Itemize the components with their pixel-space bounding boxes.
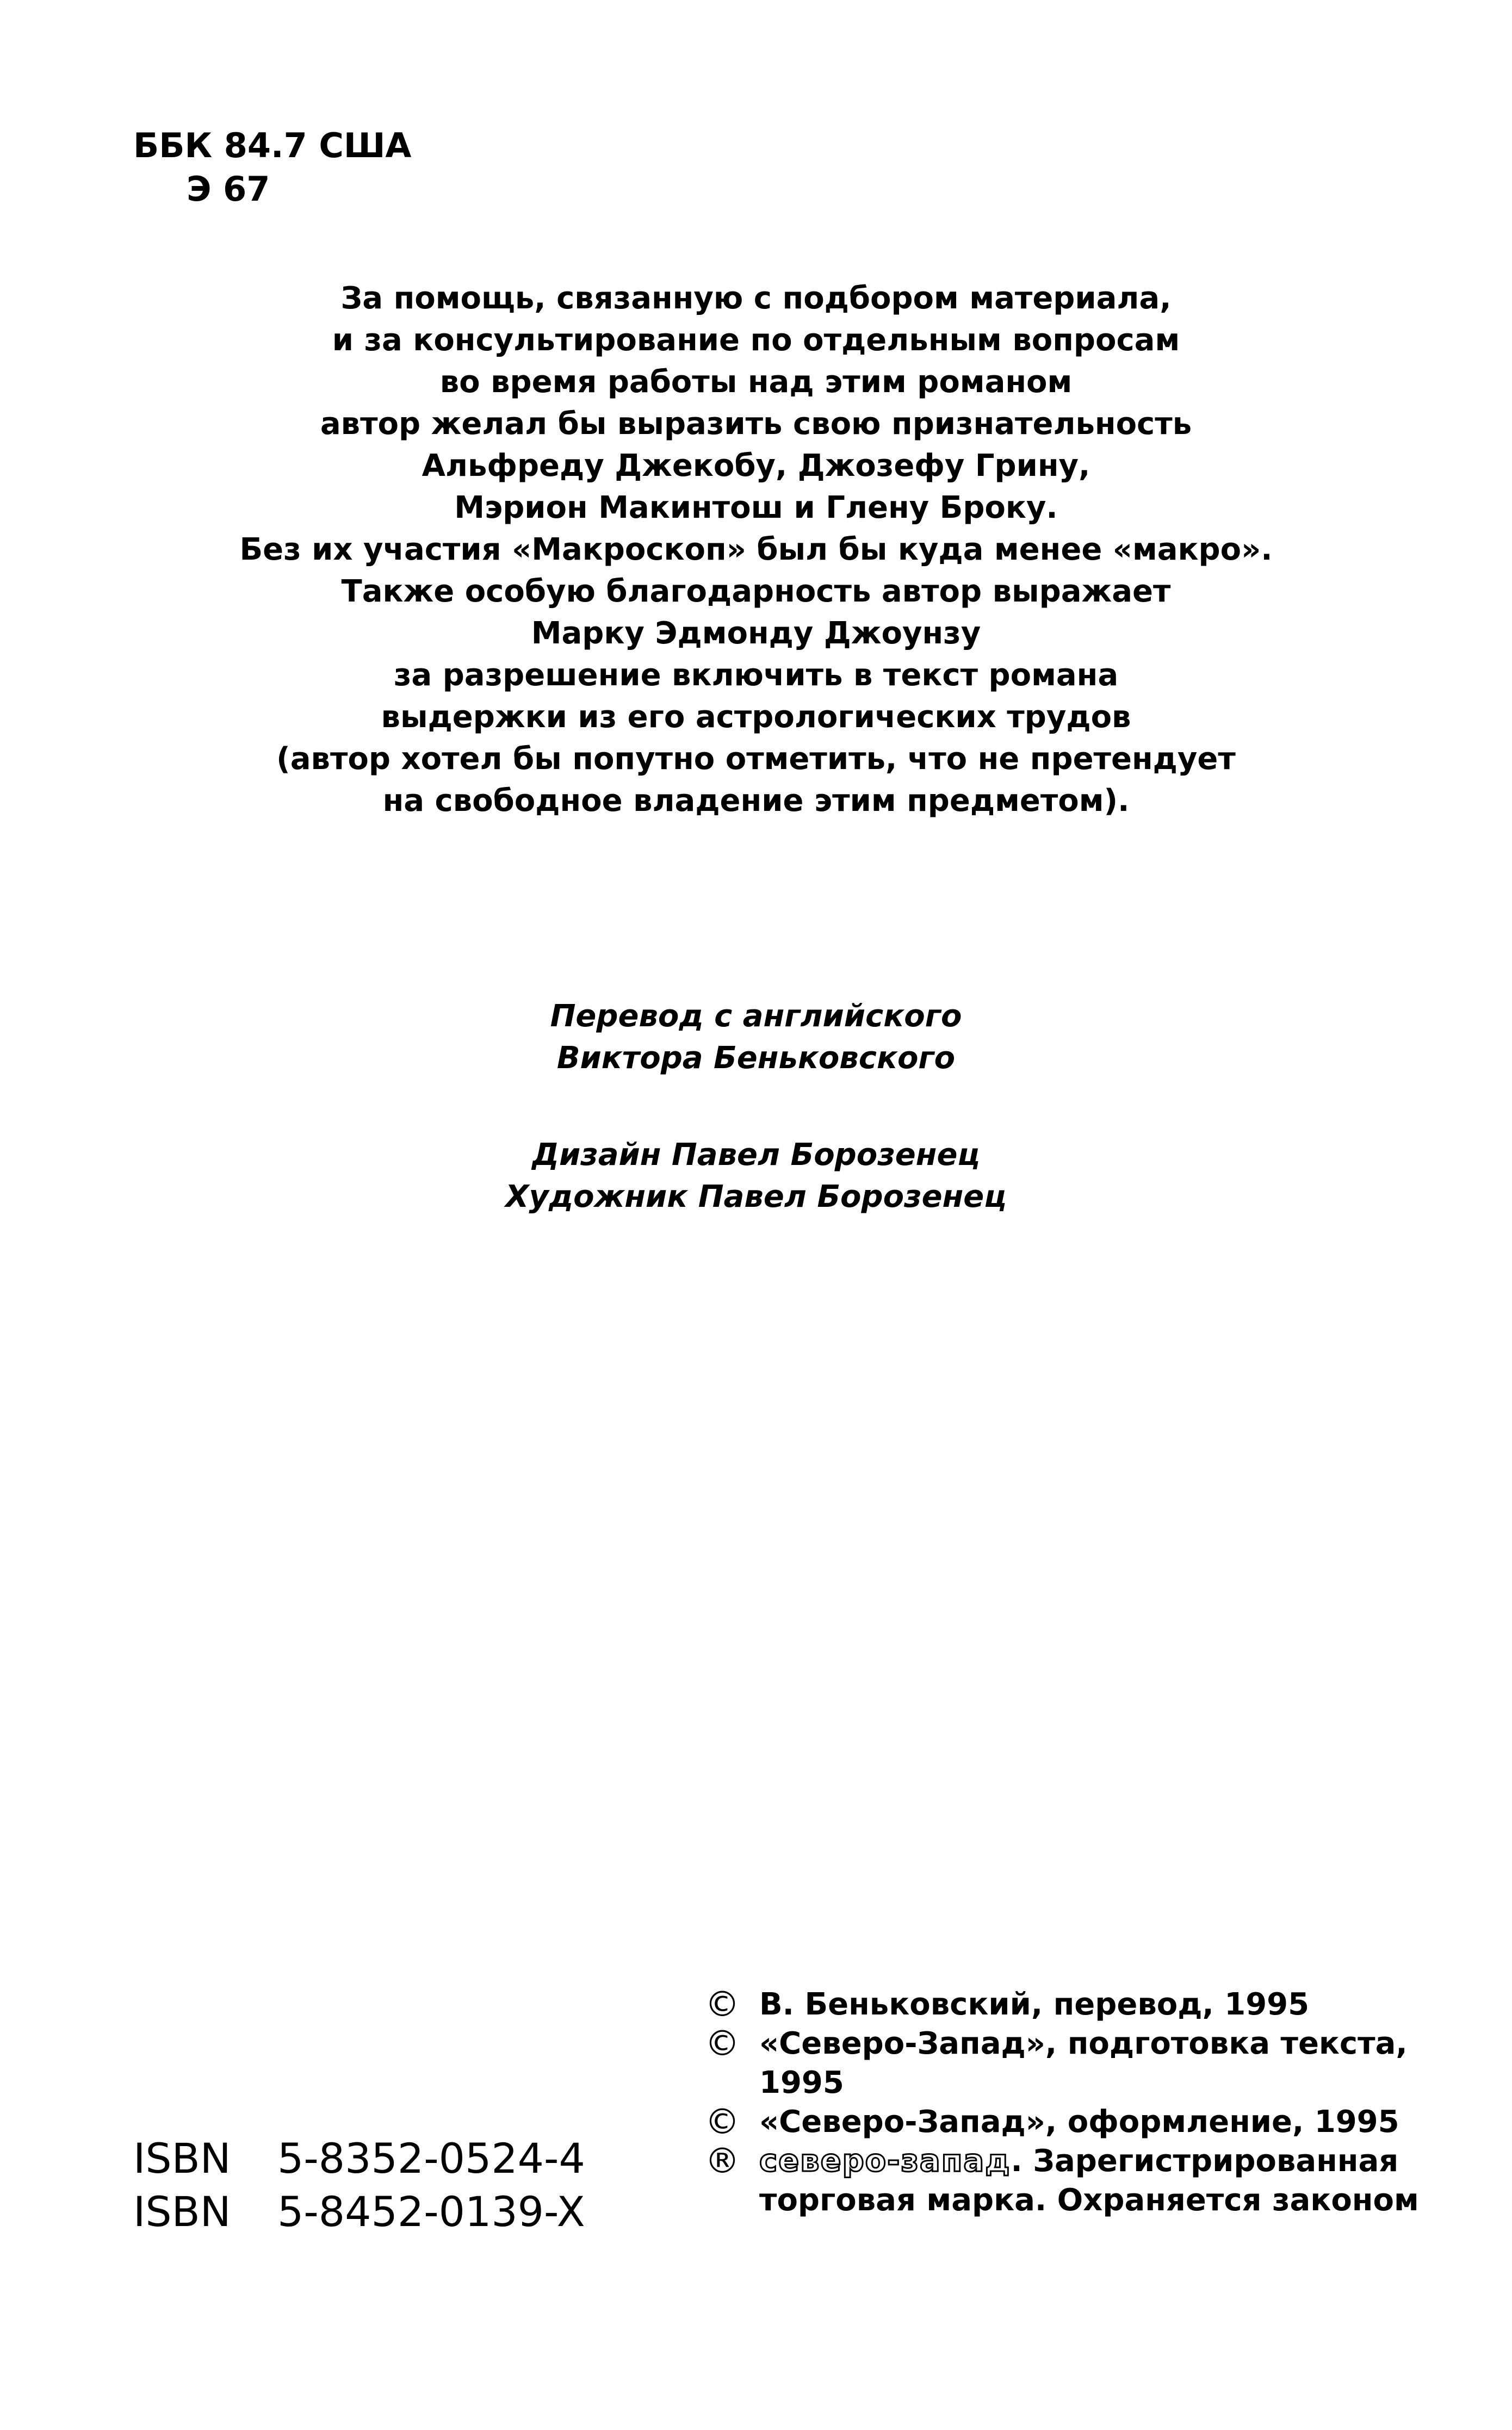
trademark-label: . Зарегистрированная [1011, 2143, 1399, 2179]
artist-line: Художник Павел Борозенец [505, 1179, 1007, 1214]
designer-line: Дизайн Павел Борозенец [532, 1137, 980, 1173]
bbk-block [133, 124, 411, 211]
trademark-text-continued: торговая марка. Охраняется законом [759, 2183, 1419, 2218]
copyright-text-continued: 1995 [759, 2065, 844, 2100]
copyright-icon: © [705, 1985, 740, 2025]
copyright-icon: © [705, 2102, 740, 2142]
ack-line: автор желал бы выразить свою признательность [320, 406, 1192, 442]
translator-name: Виктора Беньковского [556, 1040, 956, 1076]
isbn-value: 5-8452-0139-X [277, 2187, 585, 2236]
ack-line: (автор хотел бы попутно отметить, что не претендует [276, 741, 1236, 777]
isbn-block [133, 2132, 585, 2239]
ack-line: Альфреду Джекобу, Джозефу Грину, [422, 448, 1090, 483]
copyright-text: В. Беньковский, перевод, 1995 [759, 1987, 1310, 2022]
author-mark: Э 67 [187, 169, 270, 209]
translation-line: Перевод с английского [550, 999, 962, 1034]
design-credit [0, 1134, 1512, 1218]
bbk-classification: ББК 84.7 США [133, 126, 412, 165]
acknowledgements [0, 277, 1512, 822]
copyright-icon: © [705, 2024, 740, 2064]
copyright-text: «Северо-Запад», оформление, 1995 [759, 2104, 1399, 2140]
isbn-row [133, 2132, 585, 2185]
ack-line: за разрешение включить в текст романа [393, 658, 1119, 693]
ack-line: Без их участия «Макроскоп» был бы куда менее «макро». [239, 532, 1273, 567]
ack-line: Также особую благодарность автор выражает [341, 574, 1171, 609]
copyright-item [705, 2024, 1419, 2063]
isbn-label: ISBN [133, 2187, 231, 2236]
ack-line: выдержки из его астрологических трудов [381, 699, 1131, 735]
registered-icon: ® [705, 2141, 740, 2181]
isbn-row [133, 2185, 585, 2239]
ack-line: Мэрион Макинтош и Глену Броку. [454, 490, 1058, 525]
ack-line: на свободное владение этим предметом). [382, 783, 1130, 819]
publisher-logo: северо-запад [759, 2143, 1011, 2179]
ack-line: и за консультирование по отдельным вопросам [332, 323, 1180, 358]
trademark-text [759, 2142, 1398, 2181]
copyright-item [705, 2103, 1419, 2142]
isbn-label: ISBN [133, 2134, 231, 2183]
ack-line: Марку Эдмонду Джоунзу [531, 616, 981, 651]
trademark-item [705, 2142, 1419, 2181]
ack-line: во время работы над этим романом [439, 364, 1073, 400]
copyright-item [705, 1985, 1419, 2024]
translation-credit [0, 995, 1512, 1079]
copyright-text: «Северо-Запад», подготовка текста, [759, 2026, 1408, 2061]
copyright-block [705, 1985, 1419, 2220]
isbn-value: 5-8352-0524-4 [277, 2134, 585, 2183]
ack-line: За помощь, связанную с подбором материала, [340, 281, 1172, 316]
